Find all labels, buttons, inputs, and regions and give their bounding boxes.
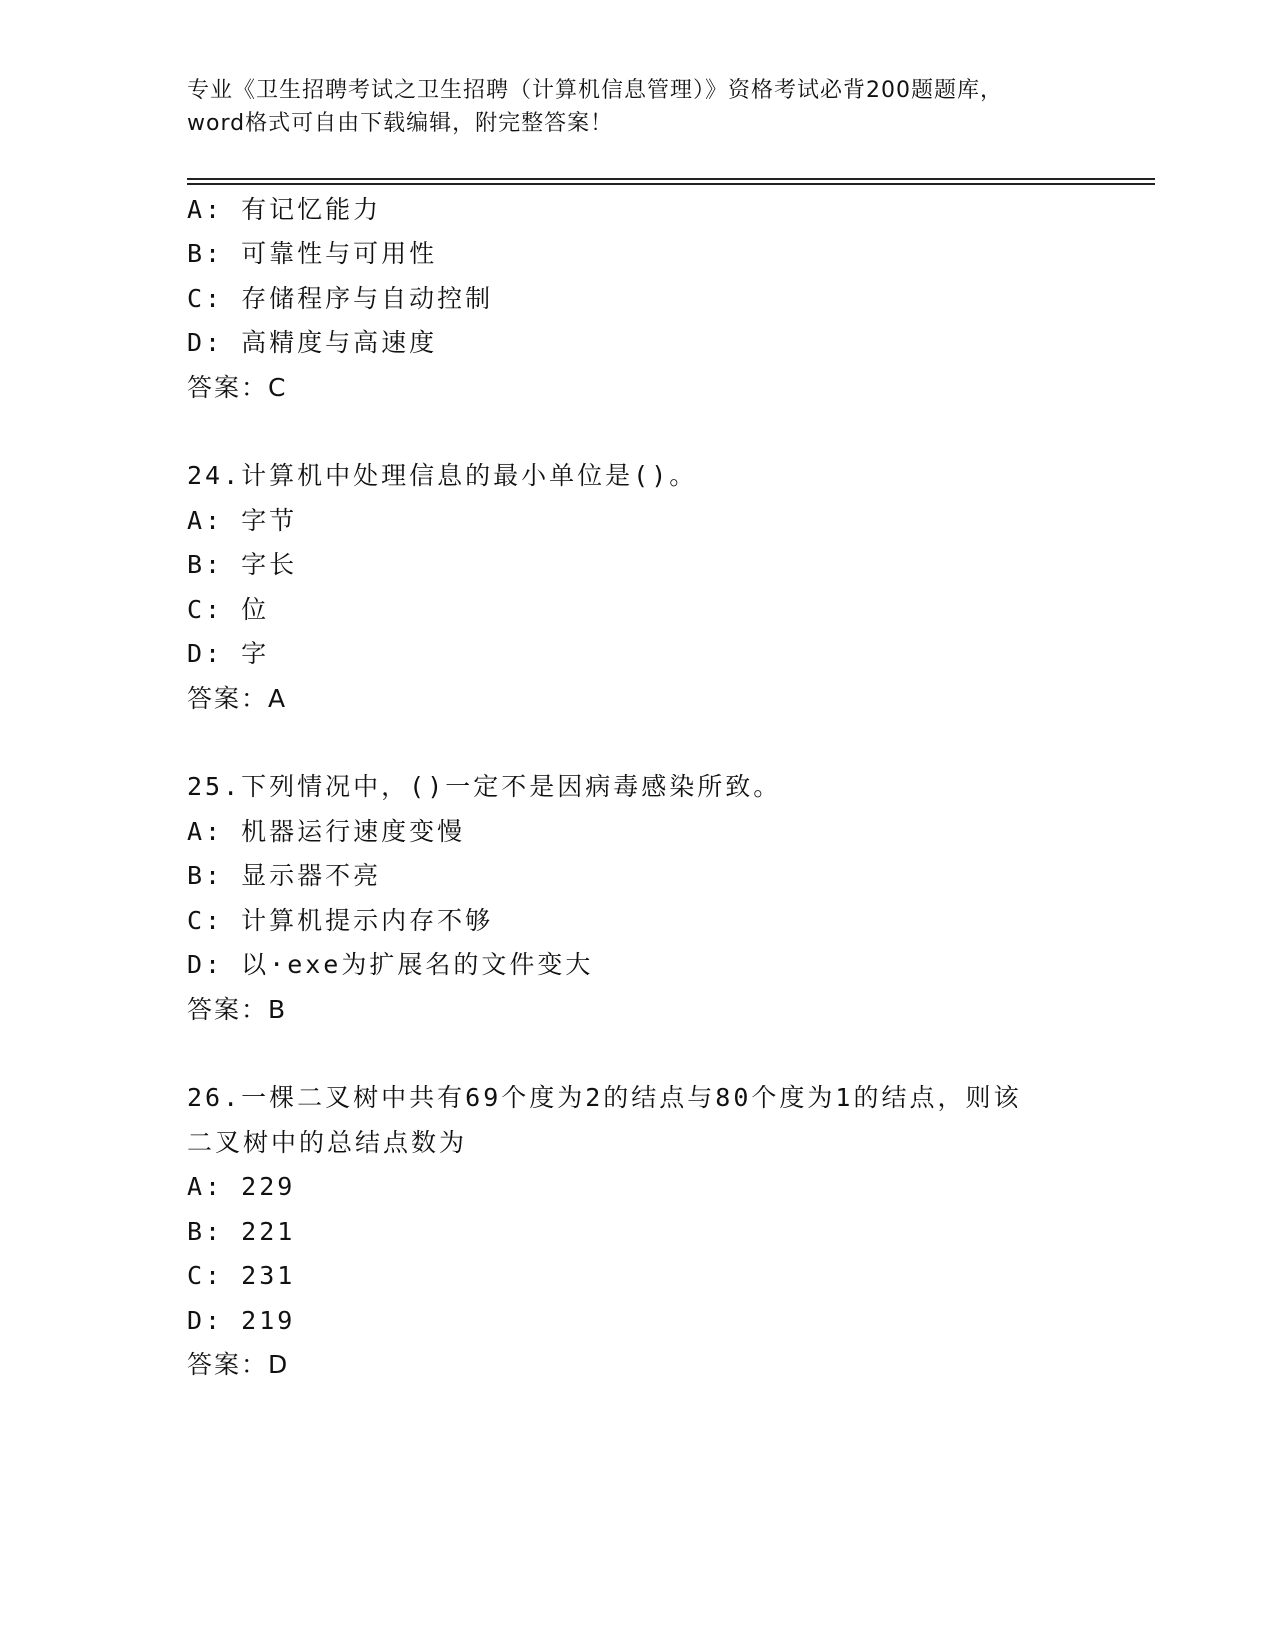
q23-option-b: B: 可靠性与可用性 <box>187 239 438 268</box>
q25-option-a: A: 机器运行速度变慢 <box>187 817 466 846</box>
header-divider-top <box>187 178 1155 180</box>
q24-stem: 24.计算机中处理信息的最小单位是()。 <box>187 461 698 490</box>
header-line-2: word格式可自由下载编辑，附完整答案！ <box>187 111 614 136</box>
q24-option-b: B: 字长 <box>187 550 298 579</box>
q23-option-a: A: 有记忆能力 <box>187 195 382 224</box>
q24-answer: 答案：A <box>187 684 288 713</box>
q23-option-d: D: 高精度与高速度 <box>187 328 438 357</box>
q26-stem-line-2: 二叉树中的总结点数为 <box>187 1128 468 1157</box>
q24-option-d: D: 字 <box>187 639 270 668</box>
q25-option-b: B: 显示器不亮 <box>187 861 382 890</box>
q26-answer: 答案：D <box>187 1350 290 1379</box>
q25-option-c: C: 计算机提示内存不够 <box>187 906 494 935</box>
q25-stem: 25.下列情况中，()一定不是因病毒感染所致。 <box>187 772 782 801</box>
q26-option-d: D: 219 <box>187 1306 296 1335</box>
document-header <box>187 74 1107 140</box>
q26-option-b: B: 221 <box>187 1217 296 1246</box>
q26-stem-line-1: 26.一棵二叉树中共有69个度为2的结点与80个度为1的结点，则该 <box>187 1083 1022 1112</box>
q25-answer: 答案：B <box>187 995 288 1024</box>
q26-option-c: C: 231 <box>187 1261 296 1290</box>
q26-option-a: A: 229 <box>187 1172 296 1201</box>
q23-answer: 答案：C <box>187 373 288 402</box>
header-line-1: 专业《卫生招聘考试之卫生招聘（计算机信息管理）》资格考试必背200题题库， <box>187 78 1003 103</box>
q25-option-d: D: 以·exe为扩展名的文件变大 <box>187 950 594 979</box>
header-divider-bottom <box>187 183 1155 185</box>
q23-option-c: C: 存储程序与自动控制 <box>187 284 494 313</box>
q24-option-c: C: 位 <box>187 595 270 624</box>
q24-option-a: A: 字节 <box>187 506 298 535</box>
